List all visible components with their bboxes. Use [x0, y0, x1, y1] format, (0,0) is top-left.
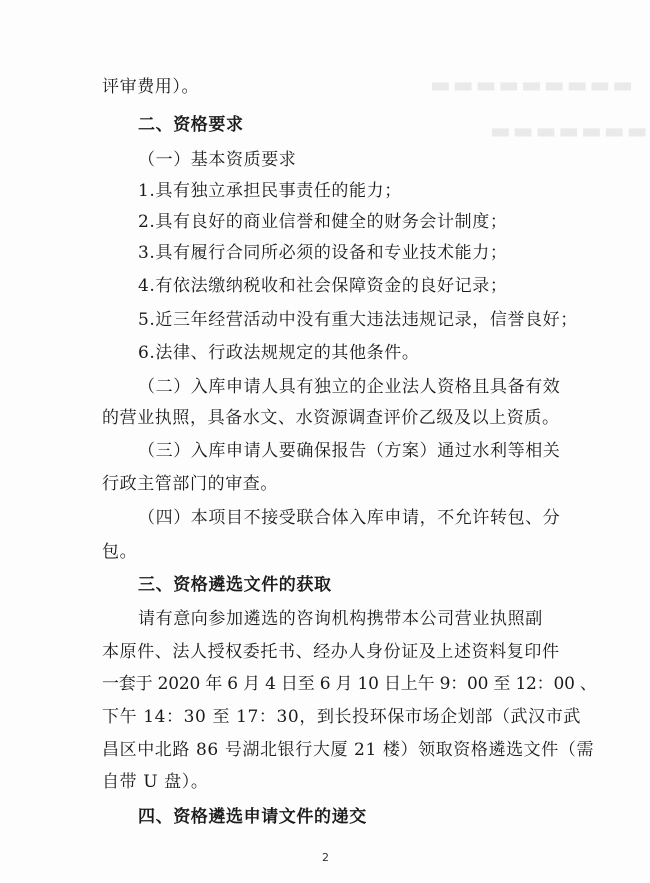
paragraph-line: 下午 14：30 至 17：30，到长投环保市场企划部（武汉市武	[102, 707, 581, 727]
paragraph-line: （二）入库申请人具有独立的企业法人资格且具备有效	[138, 377, 561, 397]
body-text-line: 评审费用）。	[102, 77, 200, 97]
subsection-heading: （一）基本资质要求	[138, 150, 297, 170]
page-number: 2	[322, 851, 329, 864]
list-item: 5.近三年经营活动中没有重大违法违规记录，信誉良好；	[138, 310, 578, 330]
list-item: 2.具有良好的商业信誉和健全的财务会计制度；	[138, 212, 508, 232]
list-item: 4.有依法缴纳税收和社会保障资金的良好记录；	[138, 276, 508, 296]
paragraph-line: （三）入库申请人要确保报告（方案）通过水利等相关	[138, 441, 561, 461]
paragraph-line: 本原件、法人授权委托书、经办人身份证及上述资料复印件	[102, 642, 560, 662]
bleed-through-text: ▬▬▬▬▬▬▬▬▬	[430, 72, 636, 98]
list-item: 1.具有独立承担民事责任的能力；	[138, 181, 402, 201]
list-item: 6.法律、行政法规规定的其他条件。	[138, 343, 420, 363]
paragraph-line: 请有意向参加遴选的咨询机构携带本公司营业执照副	[138, 609, 543, 629]
paragraph-line: 的营业执照，具备水文、水资源调查评价乙级及以上资质。	[102, 408, 560, 428]
paragraph-line: （四）本项目不接受联合体入库申请，不允许转包、分	[138, 508, 561, 528]
paragraph-line: 自带 U 盘）。	[102, 772, 209, 792]
bleed-through-text: ▬▬▬▬▬▬▬	[490, 118, 650, 144]
paragraph-line: 行政主管部门的审查。	[102, 474, 278, 494]
section-heading: 二、资格要求	[138, 115, 244, 135]
section-heading: 四、资格遴选申请文件的递交	[138, 807, 367, 827]
list-item: 3.具有履行合同所必须的设备和专业技术能力；	[138, 243, 508, 263]
paragraph-line: 包。	[102, 542, 138, 562]
paragraph-line: 昌区中北路 86 号湖北银行大厦 21 楼）领取资格遴选文件（需	[102, 740, 595, 760]
section-heading: 三、资格遴选文件的获取	[138, 575, 332, 595]
paragraph-line: 一套于 2020 年 6 月 4 日至 6 月 10 日上午 9：00 至 12：00 、	[102, 674, 597, 694]
